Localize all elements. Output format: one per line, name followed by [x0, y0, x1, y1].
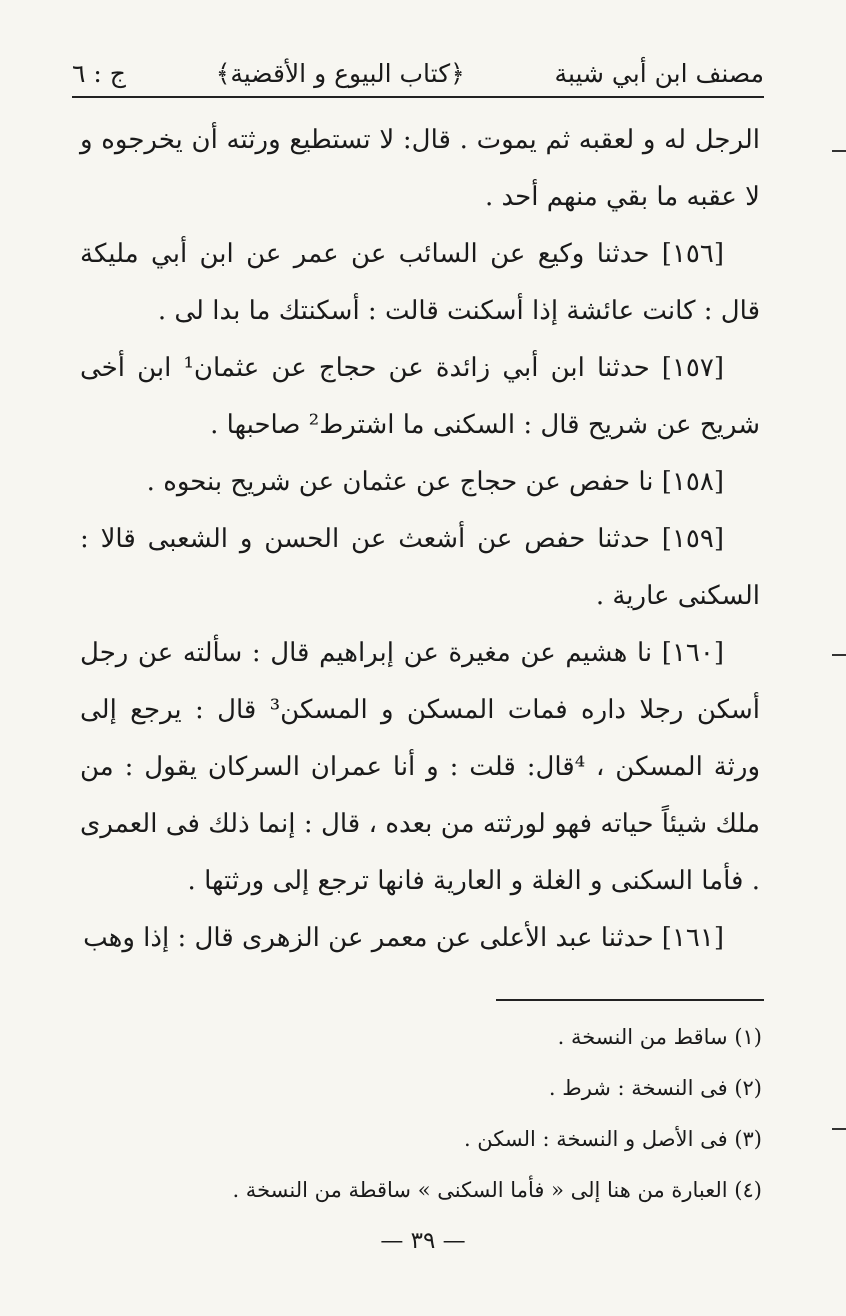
- hadith-paragraph: [80, 910, 760, 967]
- margin-mark: [832, 150, 846, 152]
- margin-mark: [832, 654, 846, 656]
- header-book-title: مصنف ابن أبي شيبة: [554, 58, 764, 88]
- paragraph-text: الرجل له و لعقبه ثم يموت . قال: لا تستطيع ورثته أن يخرجوه و لا عقبه ما بقي منهم أحد .: [80, 125, 760, 212]
- page-number: — ٣٩ —: [380, 1228, 466, 1254]
- hadith-number: [١٥٩]: [661, 524, 725, 554]
- footnote: (٢) فى النسخة : شرط .: [548, 1076, 762, 1100]
- running-header: [72, 52, 764, 94]
- hadith-text: حدثنا وكيع عن السائب عن عمر عن ابن أبي مليكة قال : كانت عائشة إذا أسكنت قالت : أسكنتك ما بدا لى .: [80, 239, 760, 326]
- header-chapter-title: ﴿كتاب البيوع و الأقضية﴾: [215, 58, 465, 88]
- hadith-number: [١٦١]: [661, 923, 724, 953]
- hadith-number: [١٦٠]: [661, 638, 725, 668]
- hadith-text: حدثنا حفص عن أشعث عن الحسن و الشعبى قالا : السكنى عارية .: [80, 524, 760, 611]
- footnote: (١) ساقط من النسخة .: [557, 1025, 762, 1049]
- footnote: (٤) العبارة من هنا إلى « فأما السكنى » ساقطة من النسخة .: [232, 1178, 762, 1202]
- main-text: [80, 112, 760, 967]
- margin-mark: [832, 1128, 846, 1130]
- hadith-paragraph: [80, 625, 760, 910]
- header-volume: ج : ٦: [72, 58, 126, 88]
- hadith-paragraph: [80, 454, 760, 511]
- header-rule: [72, 96, 764, 98]
- hadith-paragraph: [80, 340, 760, 454]
- hadith-text: نا هشيم عن مغيرة عن إبراهيم قال : سألته عن رجل أسكن رجلا داره فمات المسكن و المسكن³ قال : يرجع إلى ورثة المسكن ، ⁴قال: قلت : و أنا عمران السركان يقول : من ملك شيئاً حياته فهو لورثته من بعده ، قال : إنما ذلك فى العمرى . فأما السكنى و الغلة و العارية فانها ترجع إلى ورثتها .: [80, 638, 760, 896]
- hadith-text: حدثنا ابن أبي زائدة عن حجاج عن عثمان¹ ابن أخى شريح عن شريح قال : السكنى ما اشترط² صاحبها .: [80, 353, 760, 440]
- hadith-number: [١٥٧]: [661, 353, 725, 383]
- footnote: (٣) فى الأصل و النسخة : السكن .: [463, 1127, 762, 1151]
- hadith-text: نا حفص عن حجاج عن عثمان عن شريح بنحوه .: [146, 467, 654, 497]
- hadith-number: [١٥٨]: [661, 467, 724, 497]
- hadith-paragraph: [80, 511, 760, 625]
- hadith-paragraph: [80, 226, 760, 340]
- hadith-text: حدثنا عبد الأعلى عن معمر عن الزهرى قال : إذا وهب: [83, 923, 654, 953]
- hadith-number: [١٥٦]: [661, 239, 724, 269]
- footnotes: [100, 1012, 762, 1216]
- paragraph-continuation: [80, 112, 760, 226]
- footnote-rule: [496, 999, 764, 1001]
